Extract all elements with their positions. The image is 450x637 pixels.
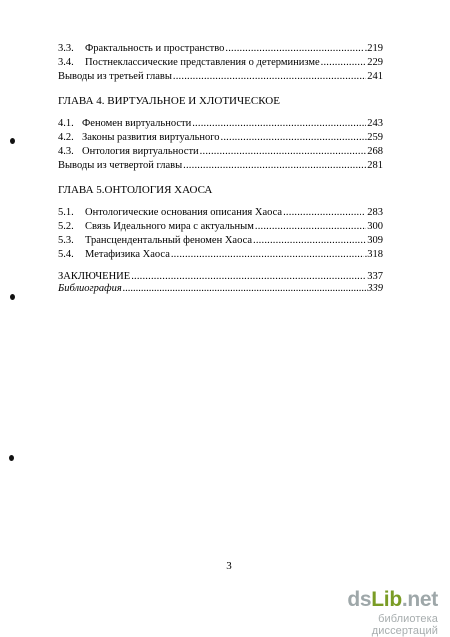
toc-entry-title: Связь Идеального мира с актуальным bbox=[85, 221, 254, 232]
toc-entry-number: 5.4. bbox=[58, 249, 74, 260]
toc-dot-leader bbox=[173, 70, 366, 83]
toc-entry-5-2 bbox=[58, 220, 383, 233]
watermark-brand-lib: Lib bbox=[371, 588, 402, 611]
toc-entry-page: . 283 bbox=[362, 207, 383, 218]
toc-dot-leader bbox=[183, 159, 366, 172]
binder-hole-mark bbox=[10, 138, 15, 144]
toc-entry-5-1 bbox=[58, 206, 383, 219]
toc-entry-page: 243 bbox=[367, 118, 383, 129]
toc-entry-page: 337 bbox=[367, 271, 383, 282]
toc-entry-3-4 bbox=[58, 56, 383, 69]
toc-entry-conclusions-3 bbox=[58, 70, 383, 83]
toc-entry-4-3 bbox=[58, 145, 383, 158]
toc-entry-page: .259 bbox=[364, 132, 383, 143]
chapter-5-heading: ГЛАВА 5.ОНТОЛОГИЯ ХАОСА bbox=[58, 184, 213, 196]
toc-entry-title: Выводы из третьей главы bbox=[58, 71, 172, 82]
toc-entry-5-3 bbox=[58, 234, 383, 247]
toc-entry-number: 3.3. bbox=[58, 43, 74, 54]
watermark-brand bbox=[313, 588, 438, 612]
toc-entry-page: 268 bbox=[367, 146, 383, 157]
toc-entry-number: 5.2. bbox=[58, 221, 74, 232]
toc-dot-leader bbox=[253, 234, 366, 247]
toc-entry-title: Метафизика Хаоса bbox=[85, 249, 170, 260]
watermark-subtitle: библиотека диссертаций bbox=[371, 613, 438, 637]
toc-dot-leader bbox=[123, 282, 367, 295]
toc-entry-3-3 bbox=[58, 42, 383, 55]
toc-entry-4-1 bbox=[58, 117, 383, 130]
toc-entry-number: 5.3. bbox=[58, 235, 74, 246]
watermark-brand-prefix: ds bbox=[347, 588, 372, 611]
toc-entry-title: Библиография bbox=[58, 283, 122, 294]
toc-entry-page: .219 bbox=[364, 43, 383, 54]
toc-entry-title: Онтология виртуальности bbox=[82, 146, 199, 157]
toc-entry-title: Законы развития виртуального bbox=[82, 132, 220, 143]
toc-entry-page: .318 bbox=[364, 249, 383, 260]
toc-entry-page: 229 bbox=[367, 57, 383, 68]
chapter-4-heading: ГЛАВА 4. ВИРТУАЛЬНОЕ И ХЛОТИЧЕСКОЕ bbox=[58, 95, 280, 107]
toc-dot-leader bbox=[255, 220, 366, 233]
toc-entry-number: 4.3. bbox=[58, 146, 74, 157]
toc-entry-title: Выводы из четвертой главы bbox=[58, 160, 183, 171]
toc-entry-number: 5.1. bbox=[58, 207, 74, 218]
binder-hole-mark bbox=[9, 455, 14, 461]
toc-dot-leader bbox=[200, 145, 367, 158]
toc-entry-number: 3.4. bbox=[58, 57, 74, 68]
toc-entry-page: 281 bbox=[367, 160, 383, 171]
binder-hole-mark bbox=[10, 294, 15, 300]
toc-entry-4-2 bbox=[58, 131, 383, 144]
watermark-logo bbox=[313, 588, 438, 637]
toc-entry-page: 241 bbox=[367, 71, 383, 82]
toc-entry-page: 300 bbox=[367, 221, 383, 232]
toc-entry-title: Трансцендентальный феномен Хаоса bbox=[85, 235, 253, 246]
toc-entry-page: 309 bbox=[367, 235, 383, 246]
watermark-brand-suffix: .net bbox=[401, 588, 438, 611]
toc-entry-title: Фрактальность и пространство bbox=[85, 43, 225, 54]
toc-entry-number: 4.1. bbox=[58, 118, 74, 129]
toc-entry-title: Феномен виртуальности bbox=[82, 118, 192, 129]
toc-entry-conclusions-4 bbox=[58, 159, 383, 172]
toc-entry-title: Онтологические основания описания Хаоса bbox=[85, 207, 283, 218]
page-number: 3 bbox=[226, 560, 232, 572]
toc-dot-leader bbox=[283, 206, 361, 219]
toc-entry-title: Постнеклассические представления о детерминизме bbox=[85, 57, 320, 68]
toc-dot-leader bbox=[221, 131, 364, 144]
toc-dot-leader bbox=[171, 248, 364, 261]
toc-entry-page: 339 bbox=[367, 283, 383, 294]
toc-entry-bibliography bbox=[58, 282, 383, 295]
toc-dot-leader bbox=[225, 42, 363, 55]
toc-entry-title: ЗАКЛЮЧЕНИЕ bbox=[58, 271, 131, 282]
toc-entry-number: 4.2. bbox=[58, 132, 74, 143]
toc-entry-5-4 bbox=[58, 248, 383, 261]
toc-dot-leader bbox=[321, 56, 367, 69]
toc-dot-leader bbox=[192, 117, 366, 130]
